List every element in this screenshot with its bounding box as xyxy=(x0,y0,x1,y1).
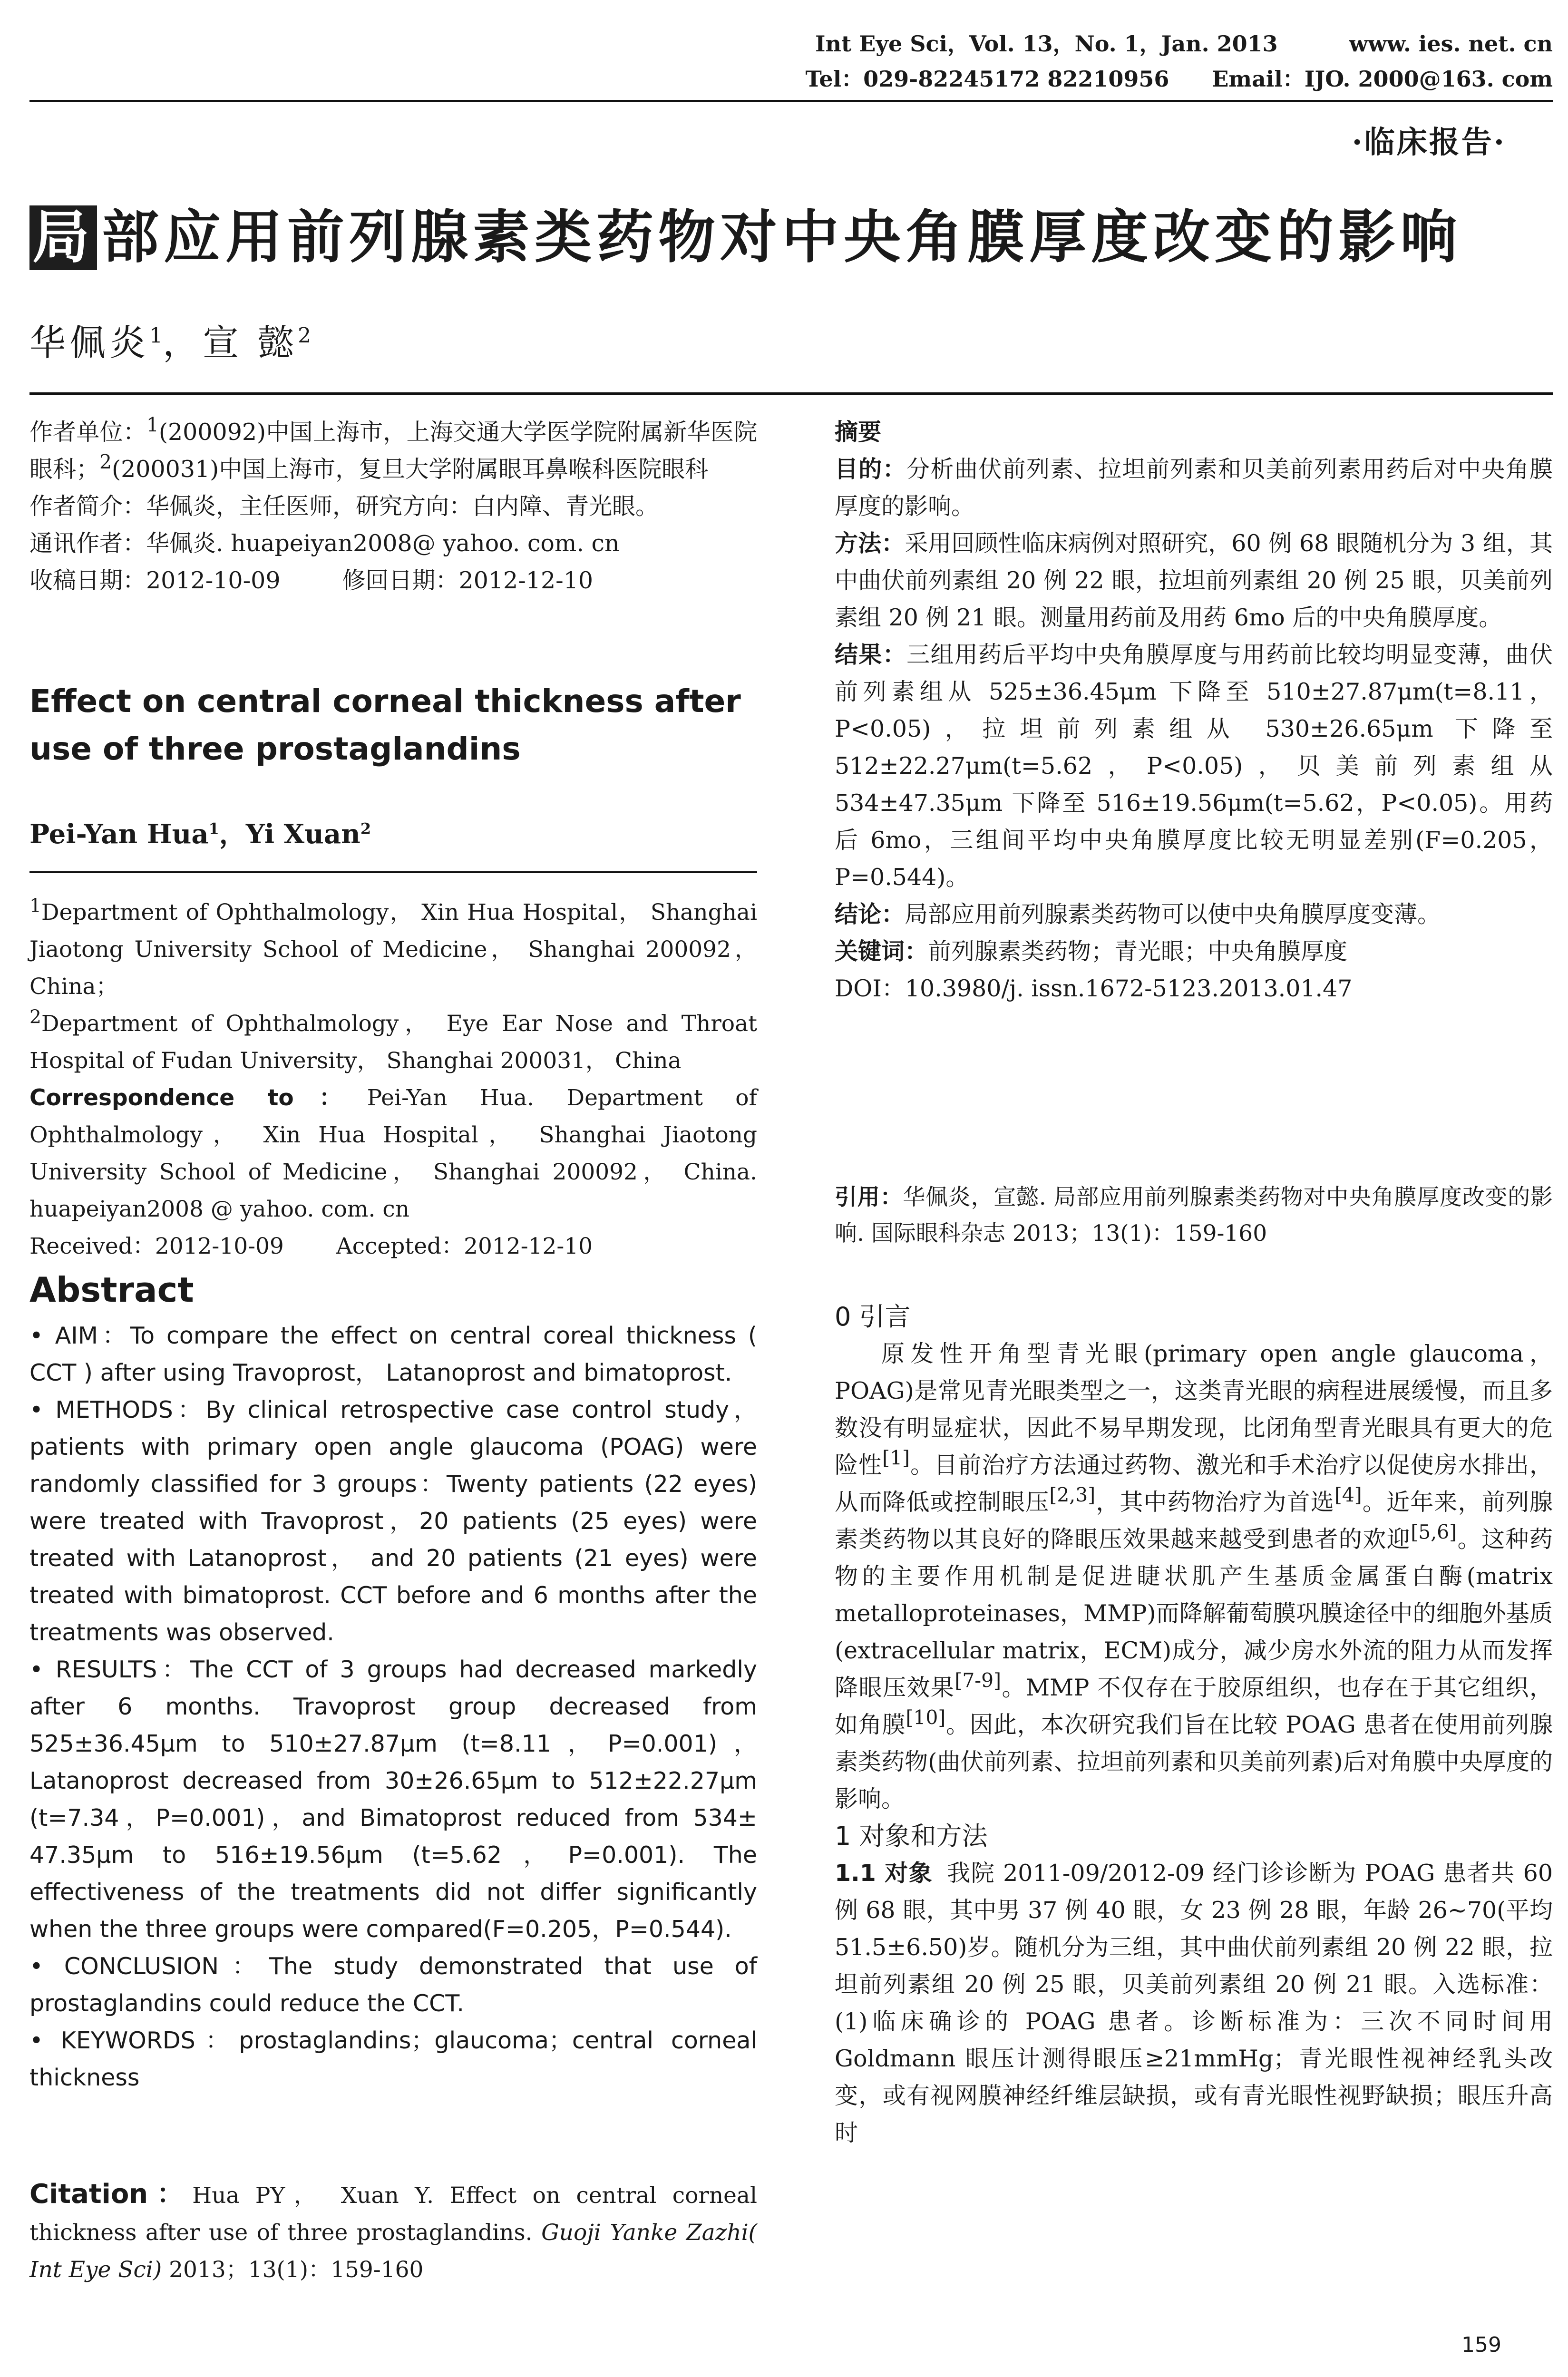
body-text xyxy=(835,1298,1553,2152)
abstract-keywords: • KEYWORDS：prostaglandins；glaucoma；central corneal thickness xyxy=(29,2027,757,2091)
abstract-cn-methods: 方法：采用回顾性临床病例对照研究，60 例 68 眼随机分为 3 组，其中曲伏前列素组 20 例 22 眼，拉坦前列素组 20 例 25 眼，贝美前列素组 20 例 21 眼。测量用药前及用药 6mo 后的中央角膜厚度。 xyxy=(835,530,1553,631)
abstract-cn xyxy=(835,414,1553,1007)
page-number: 159 xyxy=(1461,2333,1501,2357)
affiliation-rule xyxy=(29,871,757,873)
author-1: 华佩炎 xyxy=(29,321,149,364)
section-label: ·临床报告· xyxy=(1352,125,1506,160)
title-first-char: 局 xyxy=(29,205,97,270)
abstract-cn-conclusion: 结论：局部应用前列腺素类药物可以使中央角膜厚度变薄。 xyxy=(835,901,1441,928)
abstract-en xyxy=(29,1317,757,2096)
dept-1: $^1$Department of Ophthalmology， Xin Hua Hospital， Shanghai Jiaotong University School of Medicine， Shanghai 200092， China； xyxy=(29,895,757,1000)
journal-header-line1 xyxy=(815,27,1553,58)
affiliation-en xyxy=(29,894,757,1265)
journal-header-line2 xyxy=(805,62,1553,93)
authors-cn xyxy=(29,314,311,366)
abstract-results: • RESULTS：The CCT of 3 groups had decreased markedly after 6 months. Travoprost group decreased from 525±36.45μm to 510±27.87μm (t=8.11，P=0.001)，Latanoprost decreased from 30±26.65μm to 512±22.27μm (t=7.34，P=0.001)，and Bimatoprost reduced from 534± 47.35μm to 516±19.56μm (t=5.62，P=0.001). The effectiveness of the treatments did not differ significantly when the three groups were compared(F=0.205，P=0.544). xyxy=(29,1656,758,1943)
citation-en: Citation：Hua PY， Xuan Y. Effect on central corneal thickness after use of three prostaglandins. Guoji Yanke Zazhi( Int Eye Sci) 2013；13(1)：159-160 xyxy=(29,2179,757,2283)
header-rule xyxy=(29,100,1553,102)
title-rule xyxy=(29,392,1553,395)
author-bio: 作者简介：华佩炎，主任医师，研究方向：白内障、青光眼。 xyxy=(29,493,659,520)
dept-2: $^2$Department of Ophthalmology， Eye Ear Nose and Throat Hospital of Fudan University， Shanghai 200031， China xyxy=(29,1006,757,1074)
paper-title xyxy=(29,200,1551,276)
citation-cn: 引用：华佩炎，宣懿. 局部应用前列腺素类药物对中央角膜厚度改变的影响. 国际眼科杂志 2013；13(1)：159-160 xyxy=(835,1184,1553,1247)
abstract-methods: • METHODS：By clinical retrospective case control study， patients with primary open angle glaucoma (POAG) were randomly classified for 3 groups：Twenty patients (22 eyes) were treated with Travoprost，20 patients (25 eyes) were treated with Latanoprost， and 20 patients (21 eyes) were treated with bimatoprost. CCT before and 6 months after the treatments was observed. xyxy=(29,1396,757,1646)
abstract-cn-heading: 摘要 xyxy=(835,419,882,446)
methods-heading: 1 对象和方法 xyxy=(835,1821,988,1851)
author-affiliation: 作者单位：$^1$(200092)中国上海市，上海交通大学医学院附属新华医院眼科；$^2$(200031)中国上海市，复旦大学附属眼耳鼻喉科医院眼科 xyxy=(29,413,757,483)
author-1-sup: 1 xyxy=(149,323,163,348)
intro-heading: 0 引言 xyxy=(835,1302,911,1332)
intro-paragraph: 原发性开角型青光眼(primary open angle glaucoma，POAG)是常见青光眼类型之一，这类青光眼的病程进展缓慢，而且多数没有明显症状，因此不易早期发现，比闭角型青光眼具有更大的危险性[1]。目前治疗方法通过药物、激光和手术治疗以促使房水排出，从而降低或控制眼压[2,3]，其中药物治疗为首选[4]。近年来，前列腺素类药物以其良好的降眼压效果越来越受到患者的欢迎[5,6]。这种药物的主要作用机制是促进睫状肌产生基质金属蛋白酶(matrix metalloproteinases，MMP)而降解葡萄膜巩膜途径中的细胞外基质(extracellular matrix，ECM)成分，减少房水外流的阻力从而发挥降眼压效果[7-9]。MMP 不仅存在于胶原组织，也存在于其它组织，如角膜[10]。因此，本次研究我们旨在比较 POAG 患者在使用前列腺素类药物(曲伏前列素、拉坦前列素和贝美前列素)后对角膜中央厚度的影响。 xyxy=(835,1340,1553,1812)
abstract-cn-keywords: 关键词：前列腺素类药物；青光眼；中央角膜厚度 xyxy=(835,938,1348,965)
english-title: Effect on central corneal thickness after use of three prostaglandins xyxy=(29,683,741,767)
dates-en: Received：2012-10-09 Accepted：2012-12-10 xyxy=(29,1233,593,1259)
journal-tel: Tel：029-82245172 82210956 xyxy=(805,66,1169,92)
authors-en: Pei-Yan Hua$^1$，Yi Xuan$^2$ xyxy=(29,818,371,850)
doi[interactable]: DOI：10.3980/j. issn.1672-5123.2013.01.47 xyxy=(835,975,1353,1002)
author-sep: ， xyxy=(163,321,203,364)
abstract-cn-aim: 目的：分析曲伏前列素、拉坦前列素和贝美前列素用药后对中央角膜厚度的影响。 xyxy=(835,456,1553,520)
title-rest: 部应用前列腺素类药物对中央角膜厚度改变的影响 xyxy=(102,205,1462,271)
correspondence: Correspondence to：Pei-Yan Hua. Department of Ophthalmology， Xin Hua Hospital， Shanghai Jiaotong University School of Medicine， Shanghai 200092， China. huapeiyan2008 @ yahoo. com. cn xyxy=(29,1085,757,1222)
corresponding-author: 通讯作者：华佩炎. huapeiyan2008@ yahoo. com. cn xyxy=(29,530,620,557)
author-2: 宣 懿 xyxy=(203,321,298,364)
abstract-conclusion: • CONCLUSION：The study demonstrated that use of prostaglandins could reduce the CCT. xyxy=(29,1953,757,2017)
author-info-cn xyxy=(29,414,757,599)
abstract-aim: • AIM：To compare the effect on central coreal thickness ( CCT ) after using Travoprost， Latanoprost and bimatoprost. xyxy=(29,1322,757,1386)
journal-website[interactable]: www. ies. net. cn xyxy=(1349,31,1553,57)
dates-cn: 收稿日期：2012-10-09 修回日期：2012-12-10 xyxy=(29,567,594,594)
abstract-cn-results: 结果：三组用药后平均中央角膜厚度与用药前比较均明显变薄，曲伏前列素组从 525±36.45μm 下降至 510±27.87μm(t=8.11，P<0.05)，拉坦前列素组从 530±26.65μm 下降至 512±22.27μm(t=5.62，P<0.05)，贝美前列素组从 534±47.35μm 下降至 516±19.56μm(t=5.62，P<0.05)。用药后 6mo，三组间平均中央角膜厚度比较无明显差别(F=0.205，P=0.544)。 xyxy=(835,641,1553,891)
methods-subjects: 1.1 对象 我院 2011-09/2012-09 经门诊诊断为 POAG 患者共 60 例 68 眼，其中男 37 例 40 眼，女 23 例 28 眼，年龄 26~70(平均 51.5±6.50)岁。随机分为三组，其中曲伏前列素组 20 例 22 眼，拉坦前列素组 20 例 25 眼，贝美前列素组 20 例 21 眼。入选标准：(1)临床确诊的 POAG 患者。诊断标准为：三次不同时间用 Goldmann 眼压计测得眼压≥21mmHg；青光眼性视神经乳头改变，或有视网膜神经纤维层缺损，或有青光眼性视野缺损；眼压升高时 xyxy=(835,1860,1553,2146)
abstract-heading: Abstract xyxy=(29,1270,194,1310)
journal-citation: Int Eye Sci，Vol. 13，No. 1，Jan. 2013 xyxy=(815,31,1278,57)
journal-email[interactable]: Email：IJO. 2000@163. com xyxy=(1212,66,1553,92)
author-2-sup: 2 xyxy=(298,323,312,348)
